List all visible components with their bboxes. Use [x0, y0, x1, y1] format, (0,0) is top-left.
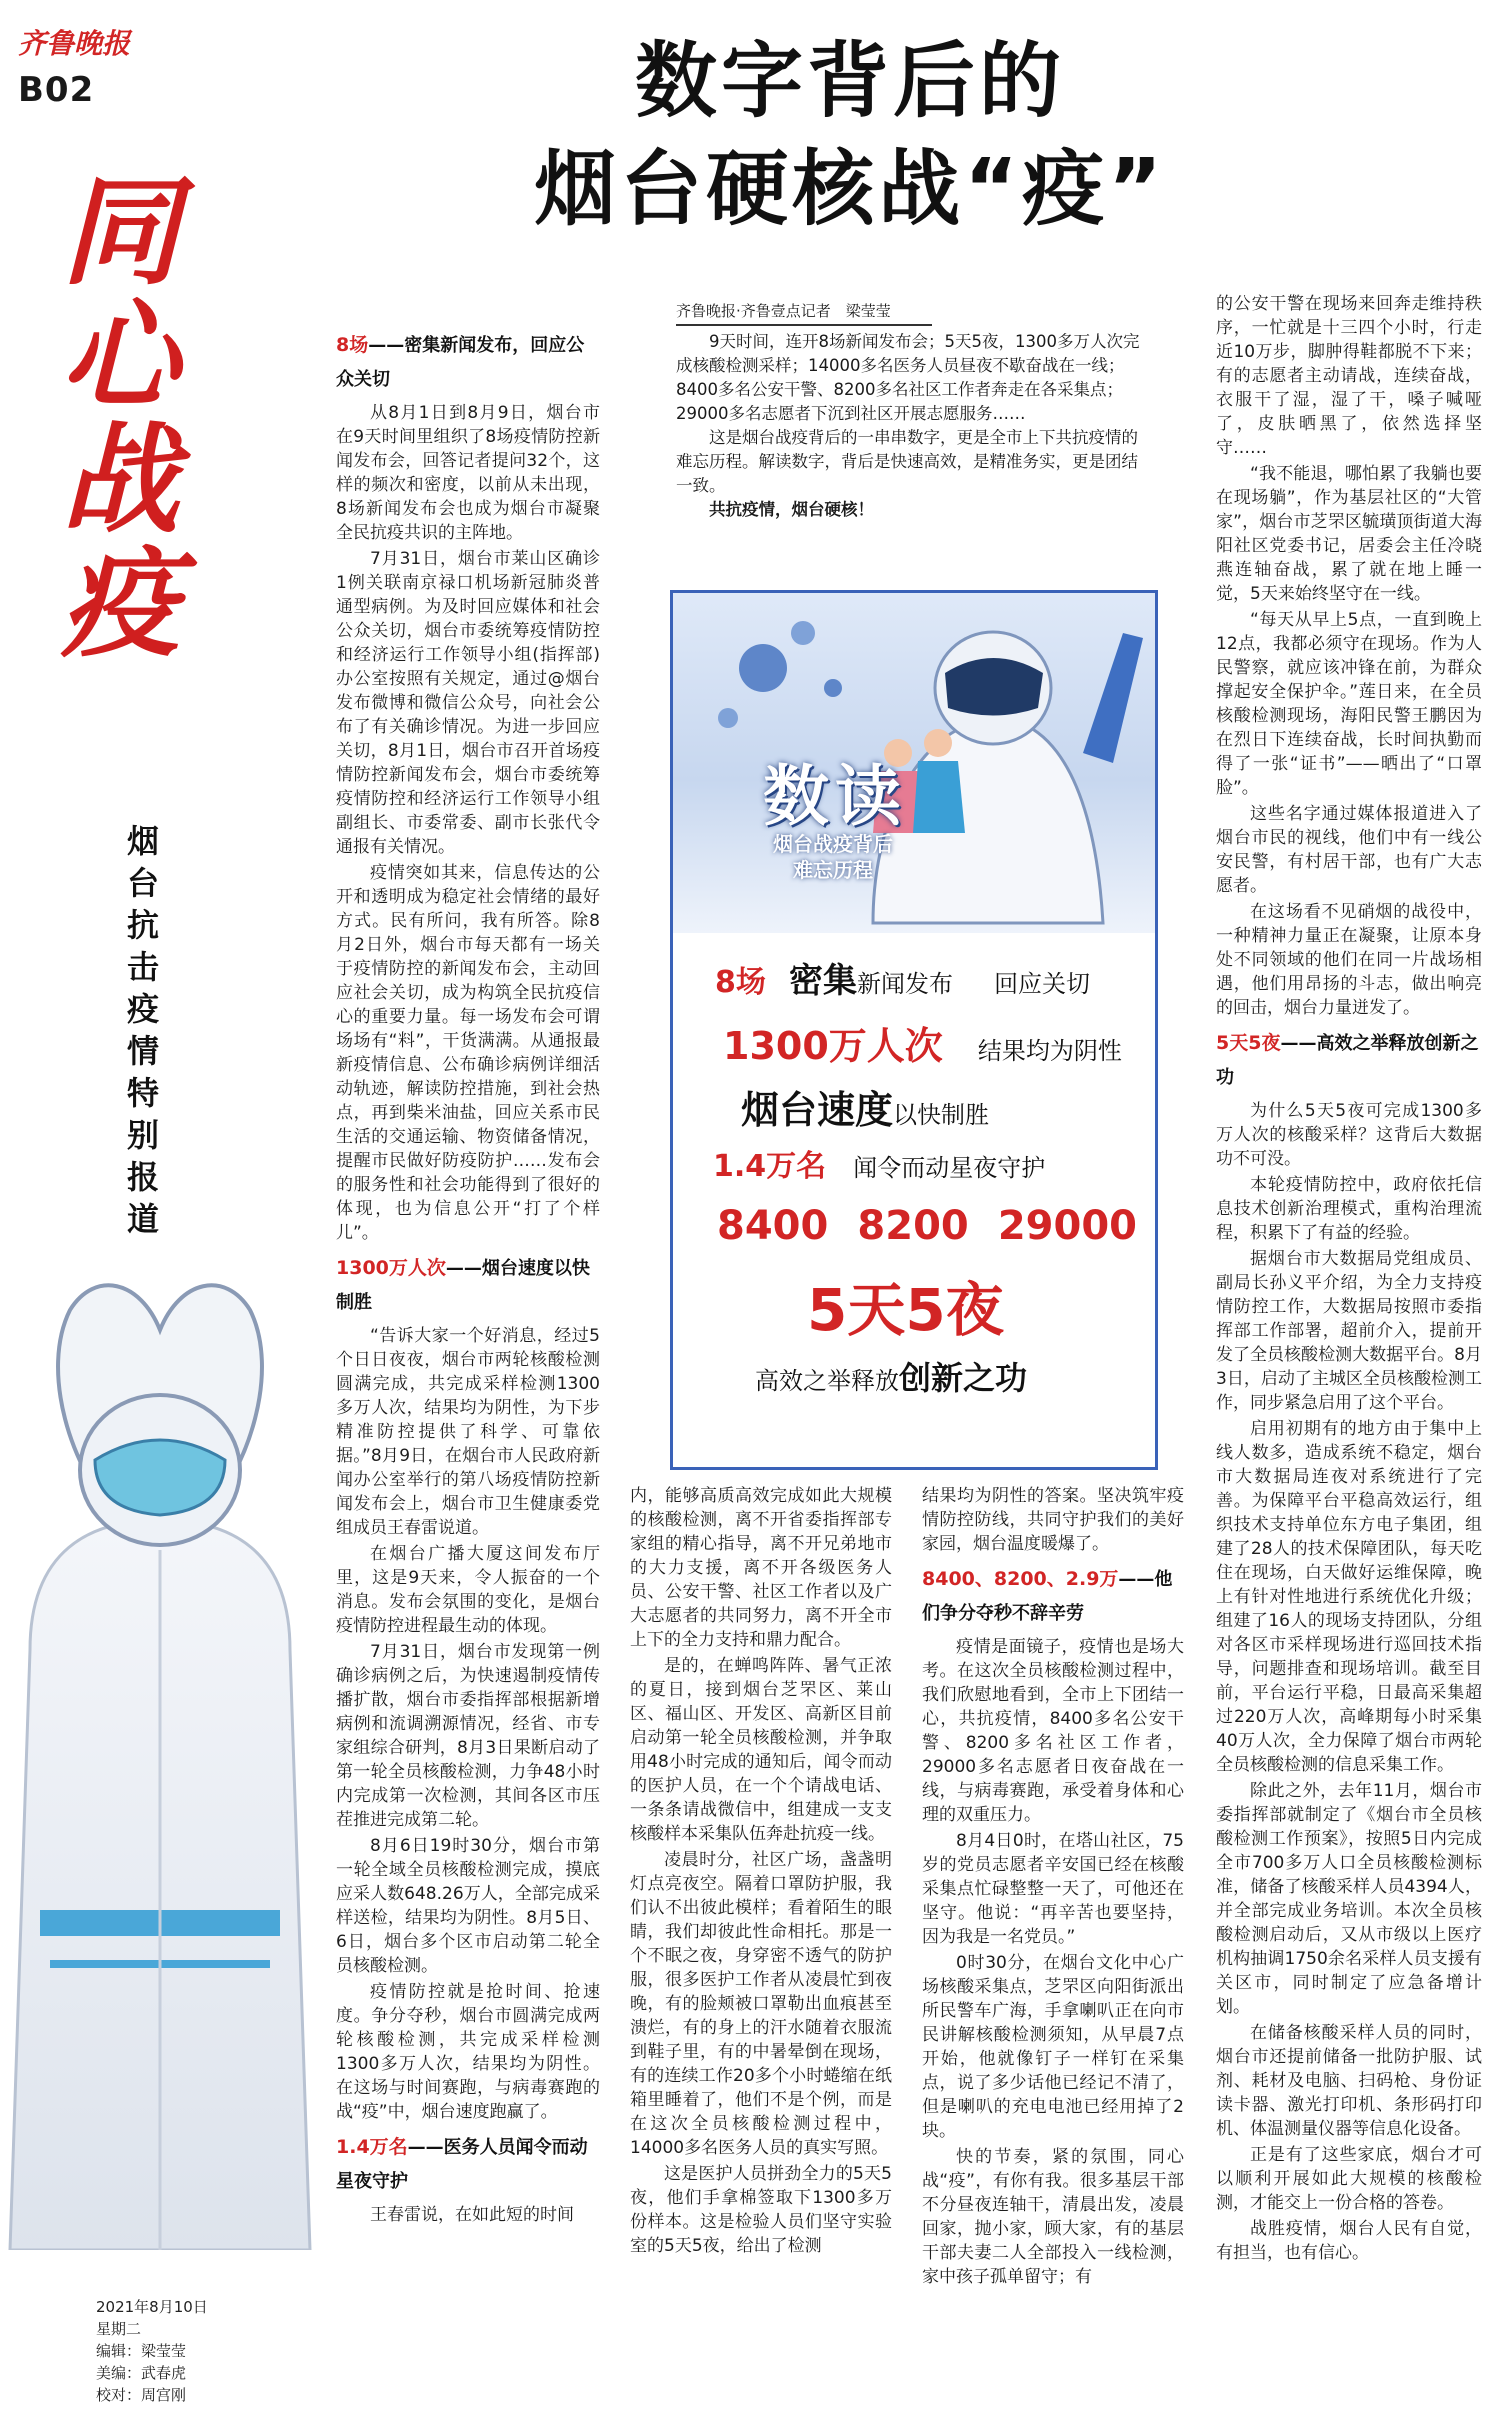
paragraph: 疫情突如其来，信息传达的公开和透明成为稳定社会情绪的最好方式。民有所问，我有所答。除8月2日外，烟台市每天都有一场关于疫情防控的新闻发布会，主动回应社会关切，成为构筑全民抗疫信心的重要力量。每一场发布会可谓场场有“料”，干货满满。从通报最新疫情信息、公布确诊病例详细活动轨迹，解读防控措施，到社会热点，再到柴米油盐，回应关系市民生活的交通运输、物资储备情况，提醒市民做好防疫防护……发布会的服务性和社会功能得到了很好的体现，也为信息公开“打了个样儿”。	[336, 863, 600, 1243]
section-heading	[336, 1251, 600, 1320]
section-heading-number: 8场	[336, 334, 369, 356]
article-column-a	[336, 322, 600, 2229]
paragraph: 8月6日19时30分，烟台市第一轮全域全员核酸检测完成，摸底应采人数648.26万人，全部完成采样送检，结果均为阴性。8月5日、6日，烟台多个区市启动第二轮全员核酸检测。	[336, 1836, 600, 1976]
paragraph: 0时30分，在烟台文化中心广场核酸采集点，芝罘区向阳街派出所民警车广海，手拿喇叭正在向市民讲解核酸检测须知，从早晨7点开始，他就像钉子一样钉在采集点，说了多少话他已经记不清了，但是喇叭的充电电池已经用掉了2块。	[922, 1953, 1184, 2141]
paragraph: 是的，在蝉鸣阵阵、暑气正浓的夏日，接到烟台芝罘区、莱山区、福山区、开发区、高新区目前启动第一轮全员核酸检测，并争取用48小时完成的通知后，闻令而动的医护人员，在一个个请战电话、一条条请战微信中，组建成一支支核酸样本采集队伍奔赴抗疫一线。	[630, 1656, 892, 1844]
masthead	[18, 22, 168, 110]
newspaper-brand: 齐鲁晚报	[18, 27, 131, 60]
section-heading-text: ——密集新闻发布，回应公众关切	[336, 335, 585, 390]
page-number: B02	[18, 70, 95, 110]
lead-paragraphs	[676, 330, 1146, 522]
issue-weekday: 星期二	[96, 2320, 142, 2338]
paragraph: 在储备核酸采样人员的同时，烟台市还提前储备一批防护服、试剂、耗材及电脑、扫码枪、身份证读卡器、激光打印机、条形码打印机、体温测量仪器等信息化设备。	[1216, 2023, 1482, 2139]
lead-paragraph: 这是烟台战疫背后的一串串数字，更是全市上下共抗疫情的难忘历程。解读数字，背后是快速高效，是精准务实，更是团结一致。	[676, 428, 1138, 495]
poster-caption	[773, 831, 893, 883]
section-heading-text: ——烟台速度以快制胜	[336, 1258, 590, 1313]
paragraph: “告诉大家一个好消息，经过5个日日夜夜，烟台市两轮核酸检测圆满完成，共完成采样检测1300多万人次，结果均为阴性，为下步精准防控提供了科学、可靠依据。”8月9日，在烟台市人民政府新闻办公室举行的第八场疫情防控新闻发布会上，烟台市卫生健康委党组成员王春雷说道。	[336, 1326, 600, 1538]
paragraph: 正是有了这些家底，烟台才可以顺利开展如此大规模的核酸检测，才能交上一份合格的答卷。	[1216, 2145, 1482, 2213]
poster-row	[713, 1141, 1045, 1185]
section-heading-number: 1.4万名	[336, 2136, 408, 2158]
article-column-b	[630, 1484, 892, 2260]
issue-date: 2021年8月10日	[96, 2298, 208, 2316]
poster-figure: 5天5夜	[807, 1276, 1004, 1344]
proof-credit: 校对：周宫刚	[96, 2386, 187, 2404]
poster-figure: 8200	[857, 1203, 969, 1249]
lead-paragraph: 共抗疫情，烟台硬核！	[709, 500, 874, 519]
paragraph: 7月31日，烟台市发现第一例确诊病例之后，为快速遏制疫情传播扩散，烟台市委指挥部根据新增病例和流调溯源情况，经省、市专家组综合研判，8月3日果断启动了第一轮全员核酸检测，力争48小时内完成第一次检测，其间各区市压茬推进完成第二轮。	[336, 1642, 600, 1830]
poster-keyword: 烟台速度	[741, 1088, 894, 1132]
section-heading	[336, 2130, 600, 2199]
poster-text: 以快制胜	[893, 1101, 990, 1129]
column-title-char: 战	[60, 410, 179, 549]
infographic-poster	[670, 590, 1158, 1470]
paragraph: 结果均为阴性的答案。坚决筑牢疫情防控防线，共同守护我们的美好家园，烟台温度暖爆了。	[922, 1486, 1184, 1554]
poster-caption-line: 烟台战疫背后	[773, 832, 893, 856]
poster-row	[741, 1079, 989, 1134]
paragraph: 在这场看不见硝烟的战役中，一种精神力量正在凝聚，让原本身处不同领域的他们在同一片战场相遇，他们用昂扬的斗志，做出响亮的回击，烟台力量迸发了。	[1216, 902, 1482, 1018]
paragraph: “我不能退，哪怕累了我躺也要在现场躺”，作为基层社区的“大管家”，烟台市芝罘区毓璜顶街道大海阳社区党委书记，居委会主任冷晓燕连轴奋战，累了就在地上睡一觉，5天来始终坚守在一线。	[1216, 464, 1482, 604]
paragraph: 为什么5天5夜可完成1300多万人次的核酸采样？这背后大数据功不可没。	[1216, 1101, 1482, 1169]
poster-figure: 1300万人次	[723, 1024, 943, 1068]
paragraph: 这是医护人员拼劲全力的5天5夜，他们手拿棉签取下1300多万份样本。这是检验人员们坚守实验室的5天5夜，给出了检测	[630, 2164, 892, 2256]
section-heading-text: ——高效之举释放创新之功	[1216, 1033, 1479, 1088]
paragraph: 凌晨时分，社区广场，盏盏明灯点亮夜空。隔着口罩防护服，我们认不出彼此模样；看着陌生的眼睛，我们却彼此性命相托。那是一个不眠之夜，身穿密不透气的防护服，很多医护工作者从凌晨忙到夜晚，有的脸颊被口罩勒出血痕甚至溃烂，有的身上的汗水随着衣服流到鞋子里，有的中暑晕倒在现场，有的连续工作20多个小时蜷缩在纸箱里睡着了，他们不是个例，而是在这次全员核酸检测过程中，14000多名医务人员的真实写照。	[630, 1850, 892, 2158]
paragraph: 王春雷说，在如此短的时间	[370, 2205, 574, 2225]
column-title-char: 同	[60, 162, 179, 301]
section-heading-number: 1300万人次	[336, 1257, 446, 1279]
paragraph: 7月31日，烟台市莱山区确诊1例关联南京禄口机场新冠肺炎普通型病例。为及时回应媒体和社会公众关切，烟台市委统筹疫情防控和经济运行工作领导小组(指挥部)办公室按照有关规定，通过@烟台发布微博和微信公众号，向社会公布了有关确诊情况。为进一步回应关切，8月1日，烟台市召开首场疫情防控新闻发布会，烟台市委统筹疫情防控和经济运行工作领导小组副组长、市委常委、副市长张代令通报有关情况。	[336, 549, 600, 857]
paragraph: 在烟台广播大厦这间发布厅里，这是9天来，令人振奋的一个消息。发布会氛围的变化，是烟台疫情防控进程最生动的体现。	[336, 1544, 600, 1636]
paragraph: 疫情防控就是抢时间、抢速度。争分夺秒，烟台市圆满完成两轮核酸检测，共完成采样检测1300多万人次，结果均为阴性。在这场与时间赛跑，与病毒赛跑的战“疫”中，烟台速度跑赢了。	[336, 1982, 600, 2122]
paragraph: 8月4日0时，在塔山社区，75岁的党员志愿者辛安国已经在核酸采集点忙碌整整一天了，可他还在坚守。他说：“再辛苦也要坚持，因为我是一名党员。”	[922, 1831, 1184, 1947]
poster-keyword: 密集	[788, 961, 857, 1001]
lead-paragraph: 9天时间，连开8场新闻发布会；5天5夜，1300多万人次完成核酸检测采样；14000多名医务人员昼夜不歇奋战在一线；8400多名公安干警、8200多名社区工作者奔走在各采集点；29000多名志愿者下沉到社区开展志愿服务……	[676, 332, 1140, 423]
headline-line-2: 烟台硬核战“疫”	[534, 142, 1166, 237]
paragraph: 的公安干警在现场来回奔走维持秩序，一忙就是十三四个小时，行走近10万步，脚肿得鞋都脱不下来；有的志愿者主动请战，连续奋战，衣服干了湿，湿了干，嗓子喊哑了，皮肤晒黑了，依然选择坚守……	[1216, 294, 1482, 458]
poster-row	[807, 1263, 1004, 1347]
paragraph: 疫情是面镜子，疫情也是场大考。在这次全员核酸检测过程中，我们欣慰地看到，全市上下团结一心，共抗疫情，8400多名公安干警、8200多名社区工作者，29000多名志愿者日夜奋战在一线，与病毒赛跑，承受着身体和心理的双重压力。	[922, 1637, 1184, 1825]
column-title-char: 心	[60, 286, 179, 425]
headline-line-1: 数字背后的	[634, 34, 1065, 129]
byline: 齐鲁晚报·齐鲁壹点记者 梁莹莹	[676, 300, 932, 326]
page-headline	[480, 28, 1220, 244]
medic-heart-gesture-illustration	[0, 1220, 320, 2250]
paragraph: 据烟台市大数据局党组成员、副局长孙义平介绍，为全力支持疫情防控工作，大数据局按照市委指挥部工作部署，超前介入，提前开发了全员核酸检测大数据平台。8月3日，启动了主城区全员核酸检测工作，同步紧急启用了这个平台。	[1216, 1249, 1482, 1413]
paragraph: 从8月1日到8月9日，烟台市在9天时间里组织了8场疫情防控新闻发布会，回答记者提问32个，这样的频次和密度，以前从未出现，8场新闻发布会也成为烟台市凝聚全民抗疫共识的主阵地。	[336, 403, 600, 543]
section-heading-text: ——医务人员闻令而动星夜守护	[336, 2137, 588, 2192]
poster-text: 新闻发布	[856, 970, 953, 998]
paragraph: 战胜疫情，烟台人民有自觉，有担当，也有信心。	[1216, 2219, 1482, 2263]
paragraph: 启用初期有的地方由于集中上线人数多，造成系统不稳定，烟台市大数据局连夜对系统进行了完善。为保障平台平稳高效运行，组织技术支持单位东方电子集团，组建了28人的技术保障团队，每天吃住在现场，白天做好运维保障，晚上有针对性地进行系统优化升级；组建了16人的现场支持团队，分组对各区市采样现场进行巡回技术指导，问题排查和现场培训。截至目前，平台运行平稳，日最高采集超过220万人次，高峰期每小时采集40万人次，全力保障了烟台市两轮全员核酸检测的信息采集工作。	[1216, 1419, 1482, 1775]
poster-illustration-area	[673, 593, 1155, 933]
issue-meta	[96, 2296, 208, 2406]
section-heading	[1216, 1026, 1482, 1095]
side-banner	[0, 162, 320, 2404]
paragraph: 这些名字通过媒体报道进入了烟台市民的视线，他们中有一线公安民警，有村居干部，也有广大志愿者。	[1216, 804, 1482, 896]
poster-caption-line: 难忘历程	[793, 858, 873, 882]
section-heading	[922, 1562, 1184, 1631]
article-column-c	[922, 1484, 1184, 2291]
poster-text: 高效之举释放	[755, 1367, 899, 1395]
poster-row	[715, 953, 1090, 1002]
paragraph: “每天从早上5点，一直到晚上12点，我都必须守在现场。作为人民警察，就应该冲锋在前，为群众撑起安全保护伞。”莲日来，在全员核酸检测现场，海阳民警王鹏因为在烈日下连续奋战，长时间执勤而得了一张“证书”——晒出了“口罩脸”。	[1216, 610, 1482, 798]
poster-figure: 1.4万名	[713, 1149, 827, 1184]
poster-row	[723, 1015, 1122, 1070]
poster-title: 数读	[763, 758, 907, 835]
column-title	[30, 162, 210, 673]
paragraph: 内，能够高质高效完成如此大规模的核酸检测，离不开省委指挥部专家组的精心指导，离不开兄弟地市的大力支援，离不开各级医务人员、公安干警、社区工作者以及广大志愿者的共同努力，离不开全市上下的全力支持和鼎力配合。	[630, 1486, 892, 1650]
poster-text: 结果均为阴性	[977, 1037, 1122, 1065]
section-heading	[336, 328, 600, 397]
column-subtitle: 烟台抗击疫情特别报道	[126, 822, 159, 1238]
column-title-char: 疫	[60, 534, 179, 673]
virus-medic-illustration	[673, 593, 1155, 933]
poster-text: 闻令而动星夜守护	[853, 1154, 1046, 1182]
editor-credit: 编辑：梁莹莹	[96, 2342, 187, 2360]
poster-keyword: 创新之功	[899, 1359, 1028, 1397]
poster-figure: 8场	[715, 965, 766, 1000]
designer-credit: 美编：武春虎	[96, 2364, 187, 2382]
poster-figure: 8400	[717, 1203, 829, 1249]
paragraph: 快的节奏，紧的氛围，同心战“疫”，有你有我。很多基层干部不分昼夜连轴干，清晨出发，凌晨回家，抛小家，顾大家，有的基层干部夫妻二人全部投入一线检测，家中孩子孤单留守；有	[922, 2147, 1184, 2287]
poster-figure: 29000	[997, 1203, 1138, 1249]
poster-row	[717, 1203, 1137, 1249]
poster-row	[755, 1353, 1027, 1399]
section-heading-number: 8400、8200、2.9万	[922, 1568, 1119, 1590]
poster-text: 回应关切	[994, 970, 1091, 998]
section-heading-number: 5天5夜	[1216, 1032, 1281, 1054]
paragraph: 除此之外，去年11月，烟台市委指挥部就制定了《烟台市全员核酸检测工作预案》，按照5日内完成全市700多万人口全员核酸检测标准，储备了核酸采样人员4394人，并全部完成业务培训。本次全员核酸检测启动后，又从市级以上医疗机构抽调1750余名采样人员支援有关区市，同时制定了应急备增计划。	[1216, 1781, 1482, 2017]
article-column-d	[1216, 292, 1482, 2267]
paragraph: 本轮疫情防控中，政府依托信息技术创新治理模式，重构治理流程，积累下了有益的经验。	[1216, 1175, 1482, 1243]
section-heading-text: ——他们争分夺秒不辞辛劳	[922, 1569, 1173, 1624]
